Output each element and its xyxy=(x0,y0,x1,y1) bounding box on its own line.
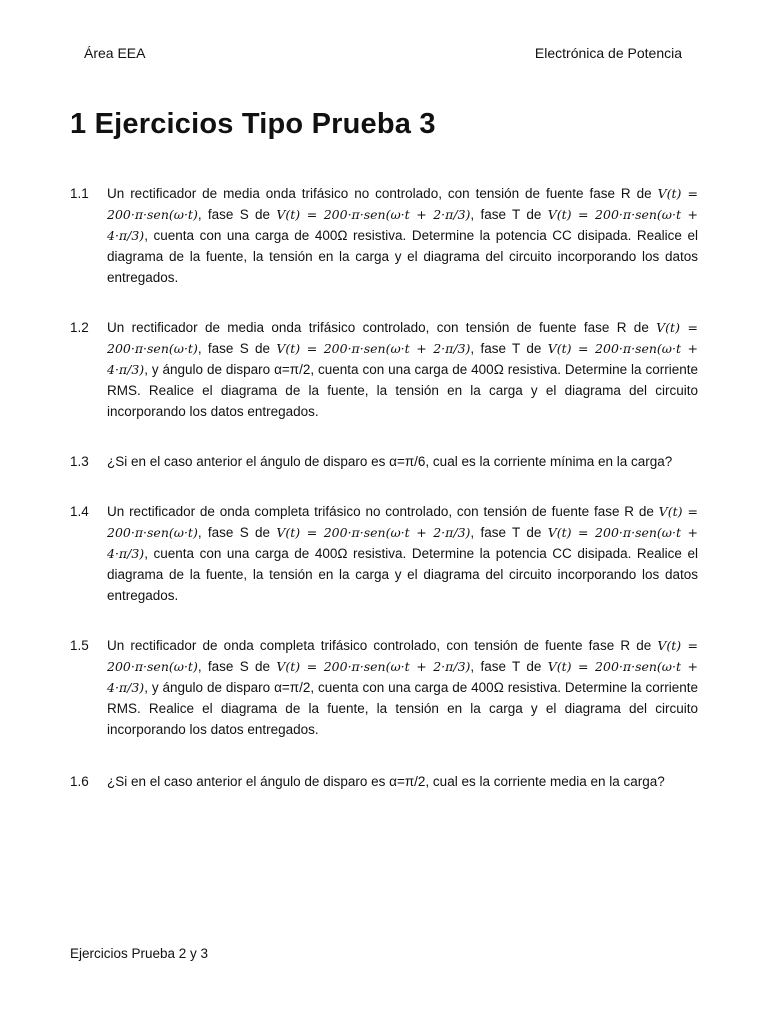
text-run: , y ángulo de disparo α=π/2, cuenta con una carga de 400Ω resistiva. Determine la corriente RMS. Realice el diagrama de la fuente, la tensión en la carga y el diagrama del circuito incorporando los datos entregados. xyxy=(107,680,698,737)
exercise-text: ¿Si en el caso anterior el ángulo de disparo es α=π/6, cual es la corriente mínima en la carga? xyxy=(107,454,673,469)
text-run: , fase S de xyxy=(197,207,277,222)
header-course: Electrónica de Potencia xyxy=(534,45,682,61)
text-run: Un rectificador de onda completa trifásico no controlado, con tensión de fuente fase R de xyxy=(107,504,659,519)
text-run: , fase T de xyxy=(470,207,548,222)
exercise-1-4 xyxy=(70,501,698,606)
equation-phase-s: V(t) = 200·π·sen(ω·t + 2·π/3) xyxy=(276,207,471,222)
exercise-text xyxy=(107,501,698,606)
page-footer: Ejercicios Prueba 2 y 3 xyxy=(70,946,209,961)
equation-phase-r: V(t) = 200·π·sen(ω·t) xyxy=(107,504,698,540)
equation-phase-s: V(t) = 200·π·sen(ω·t + 2·π/3) xyxy=(276,525,471,540)
exercise-1-6 xyxy=(70,771,698,792)
exercise-1-2 xyxy=(70,317,698,422)
text-run: Un rectificador de onda completa trifásico controlado, con tensión de fuente fase R de xyxy=(107,638,658,653)
exercise-1-3 xyxy=(70,451,698,472)
exercise-1-5 xyxy=(70,635,698,740)
text-run: Un rectificador de media onda trifásico controlado, con tensión de fuente fase R de xyxy=(107,320,657,335)
equation-phase-r: V(t) = 200·π·sen(ω·t) xyxy=(107,638,698,674)
text-run: , fase T de xyxy=(470,341,548,356)
text-run: , cuenta con una carga de 400Ω resistiva. Determine la potencia CC disipada. Realice el diagrama de la fuente, la tensión en la carga y el diagrama del circuito incorporando los datos entregados. xyxy=(107,546,698,603)
exercise-number: 1.5 xyxy=(70,638,89,653)
exercise-number: 1.1 xyxy=(70,186,89,201)
exercise-number: 1.4 xyxy=(70,504,89,519)
exercise-number: 1.6 xyxy=(70,774,89,789)
exercise-text xyxy=(107,635,698,740)
header-area: Área EEA xyxy=(84,45,146,61)
exercise-1-1 xyxy=(70,183,698,288)
equation-phase-t: V(t) = 200·π·sen(ω·t + 4·π/3) xyxy=(107,659,699,695)
equation-phase-t: V(t) = 200·π·sen(ω·t + 4·π/3) xyxy=(107,341,699,377)
equation-phase-s: V(t) = 200·π·sen(ω·t + 2·π/3) xyxy=(276,341,471,356)
equation-phase-t: V(t) = 200·π·sen(ω·t + 4·π/3) xyxy=(107,207,699,243)
text-run: Un rectificador de media onda trifásico no controlado, con tensión de fuente fase R de xyxy=(107,186,658,201)
equation-phase-r: V(t) = 200·π·sen(ω·t) xyxy=(107,320,698,356)
equation-phase-r: V(t) = 200·π·sen(ω·t) xyxy=(107,186,698,222)
text-run: , fase S de xyxy=(197,659,277,674)
text-run: , cuenta con una carga de 400Ω resistiva. Determine la potencia CC disipada. Realice el diagrama de la fuente, la tensión en la carga y el diagrama del circuito incorporando los datos entregados. xyxy=(107,228,698,285)
page-title: 1 Ejercicios Tipo Prueba 3 xyxy=(70,108,436,140)
text-run: , fase S de xyxy=(197,341,277,356)
equation-phase-t: V(t) = 200·π·sen(ω·t + 4·π/3) xyxy=(107,525,699,561)
exercise-number: 1.2 xyxy=(70,320,89,335)
equation-phase-s: V(t) = 200·π·sen(ω·t + 2·π/3) xyxy=(276,659,471,674)
exercise-number: 1.3 xyxy=(70,454,89,469)
text-run: , y ángulo de disparo α=π/2, cuenta con una carga de 400Ω resistiva. Determine la corriente RMS. Realice el diagrama de la fuente, la tensión en la carga y el diagrama del circuito incorporando los datos entregados. xyxy=(107,362,698,419)
exercise-text xyxy=(107,183,698,288)
exercise-text: ¿Si en el caso anterior el ángulo de disparo es α=π/2, cual es la corriente media en la carga? xyxy=(107,774,665,789)
exercise-text xyxy=(107,317,698,422)
text-run: , fase S de xyxy=(197,525,277,540)
text-run: , fase T de xyxy=(470,525,548,540)
text-run: , fase T de xyxy=(470,659,548,674)
